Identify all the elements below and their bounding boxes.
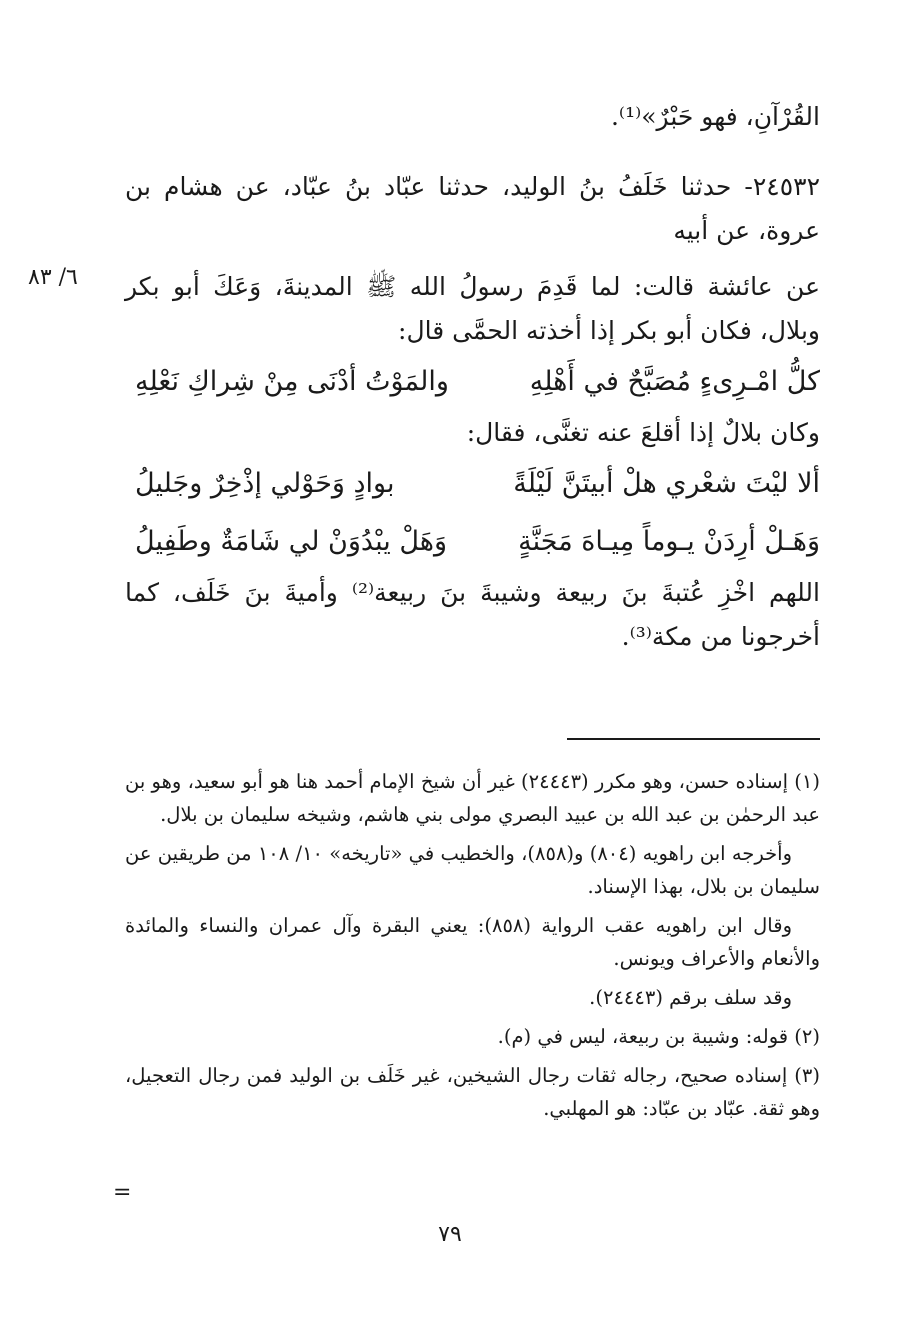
hadith-number: ٢٤٥٣٢- (744, 172, 820, 201)
footnote-1-sources: وأخرجه ابن راهويه (٨٠٤) و(٨٥٨)، والخطيب في «تاريخه» ١٠/ ١٠٨ من طريقين عن سليمان بن بلال، بهذا الإسناد. (125, 842, 820, 898)
hadith-matn-1: عن عائشة قالت: لما قَدِمَ رسولُ الله ﷺ المدينةَ، وَعَكَ أبو بكر وبلال، فكان أبو بكر إذا أخذته الحمَّى قال: (125, 272, 820, 345)
verse-second-hemistich: وَهَلْ يبْدُوَنْ لي شَامَةٌ وطَفِيلُ (135, 526, 448, 557)
margin-reference: ٦/ ٨٣ (28, 265, 78, 290)
continuation-mark: = (113, 1180, 132, 1205)
hadith-block (125, 165, 820, 659)
verse-first-hemistich: ألا ليْتَ شعْري هلْ أبيتَنَّ لَيْلَةً (513, 468, 820, 499)
previous-hadith-ending: القُرْآنِ، فهو حَبْرٌ»⁽¹⁾. (610, 102, 820, 131)
poem-verse (125, 455, 820, 513)
verse-second-hemistich: والمَوْتُ أدْنَى مِنْ شِراكِ نَعْلِهِ (135, 366, 449, 397)
page-number: ٧٩ (438, 1222, 462, 1247)
footnotes (125, 765, 820, 1131)
footnote-3: (٣) إسناده صحيح، رجاله ثقات رجال الشيخين، غير خَلَف بن الوليد فمن رجال التعجيل، وهو ثقة. عبّاد بن عبّاد: هو المهلبي. (125, 1064, 820, 1120)
footnote-2: (٢) قوله: وشيبة بن ربيعة، ليس في (م). (497, 1025, 820, 1048)
verse-first-hemistich: وَهَـلْ أرِدَنْ يـوماً مِيـاهَ مَجَنَّةٍ (518, 526, 820, 557)
poem-verse (125, 513, 820, 571)
verse-second-hemistich: بوادٍ وَحَوْلي إذْخِرٌ وجَليلُ (135, 468, 395, 499)
hadith-isnad (125, 165, 820, 253)
footnote-1-crossref: وقد سلف برقم (٢٤٤٤٣). (589, 986, 792, 1009)
verse-first-hemistich: كلُّ امْـرِىءٍ مُصَبَّحٌ في أَهْلِهِ (529, 366, 820, 397)
hadith-matn-3: اللهم اخْزِ عُتبةَ بنَ ربيعة وشيبةَ بنَ ربيعة⁽²⁾ وأميةَ بنَ خَلَف، كما أخرجونا من مكة⁽³⁾. (125, 578, 820, 651)
hadith-matn-2: وكان بلالٌ إذا أقلعَ عنه تغنَّى، فقال: (466, 418, 820, 447)
footnote-1: (١) إسناده حسن، وهو مكرر (٢٤٤٤٣) غير أن شيخ الإمام أحمد هنا هو أبو سعيد، وهو بن عبد الرحمٰن بن عبد الله بن عبيد البصري مولى بني هاشم، وشيخه سليمان بن بلال. (125, 770, 820, 826)
poem-verse (125, 353, 820, 411)
footnote-1-comment: وقال ابن راهويه عقب الرواية (٨٥٨): يعني البقرة وآل عمران والنساء والمائدة والأنعام والأعراف ويونس. (125, 914, 820, 970)
hadith-isnad-text: حدثنا خَلَفُ بنُ الوليد، حدثنا عبّاد بنُ عبّاد، عن هشام بن عروة، عن أبيه (125, 172, 820, 245)
footnote-separator (567, 738, 820, 740)
